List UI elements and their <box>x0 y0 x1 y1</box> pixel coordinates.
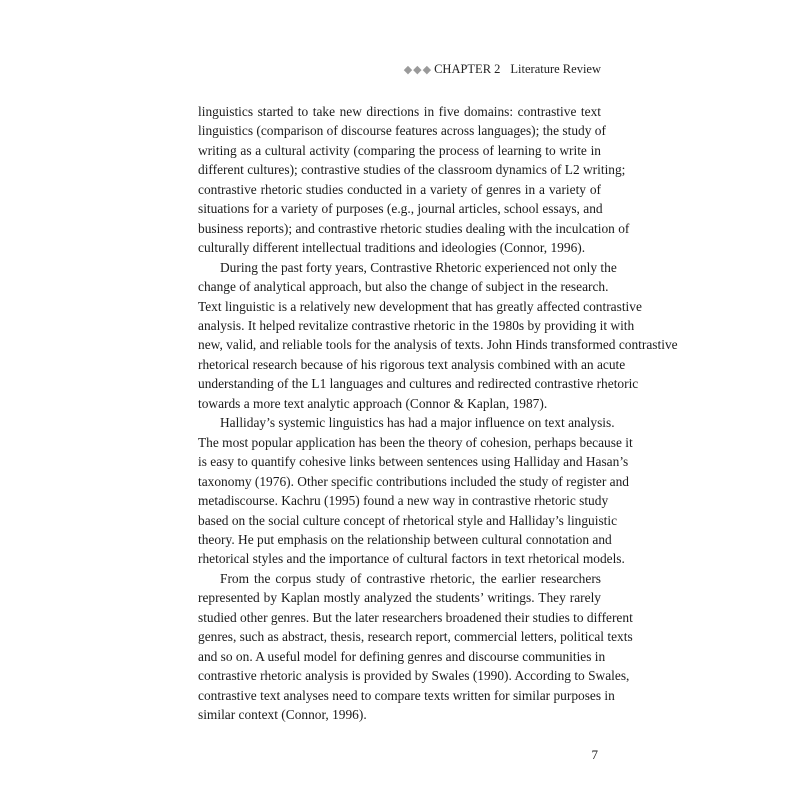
text-line: represented by Kaplan mostly analyzed the students’ writings. They rarely <box>198 590 601 606</box>
text-line: The most popular application has been the theory of cohesion, perhaps because it <box>198 434 633 450</box>
text-line: towards a more text analytic approach (Connor & Kaplan, 1987). <box>198 395 548 411</box>
text-line: contrastive text analyses need to compare texts written for similar purposes in <box>198 687 615 703</box>
text-line: From the corpus study of contrastive rhetoric, the earlier researchers <box>220 570 601 586</box>
text-line: situations for a variety of purposes (e.g., journal articles, school essays, and <box>198 201 603 217</box>
text-line: linguistics (comparison of discourse features across languages); the study of <box>198 123 606 139</box>
text-line: similar context (Connor, 1996). <box>198 707 367 723</box>
text-line: metadiscourse. Kachru (1995) found a new way in contrastive rhetoric study <box>198 493 609 509</box>
text-line: writing as a cultural activity (comparing the process of learning to write in <box>198 142 601 158</box>
text-line: culturally different intellectual traditions and ideologies (Connor, 1996). <box>198 240 586 256</box>
paragraph <box>198 258 678 414</box>
running-header <box>404 62 601 77</box>
text-line: based on the social culture concept of rhetorical style and Halliday’s linguistic <box>198 512 618 528</box>
page-number: 7 <box>591 747 598 762</box>
text-line: taxonomy (1976). Other specific contributions included the study of register and <box>198 473 629 489</box>
paragraph <box>198 569 633 725</box>
text-line: contrastive rhetoric studies conducted in a variety of genres in a variety of <box>198 181 601 197</box>
text-line: change of analytical approach, but also the change of subject in the research. <box>198 279 609 295</box>
text-line: genres, such as abstract, thesis, research report, commercial letters, political texts <box>198 629 633 645</box>
text-line: Halliday’s systemic linguistics has had a major influence on text analysis. <box>220 415 615 431</box>
text-line: business reports); and contrastive rhetoric studies dealing with the inculcation of <box>198 220 630 236</box>
body-text <box>198 102 678 725</box>
chapter-title: Literature Review <box>510 62 601 76</box>
text-line: Text linguistic is a relatively new development that has greatly affected contrastive <box>198 298 642 314</box>
diamond-ornament-icon: ◆◆◆ <box>403 64 433 76</box>
text-line: is easy to quantify cohesive links between sentences using Halliday and Hasan’s <box>198 454 629 470</box>
text-line: different cultures); contrastive studies of the classroom dynamics of L2 writing; <box>198 162 626 178</box>
text-line: contrastive rhetoric analysis is provided by Swales (1990). According to Swales, <box>198 668 630 684</box>
paragraph <box>198 102 630 258</box>
chapter-label: CHAPTER 2 <box>434 62 501 76</box>
text-line: understanding of the L1 languages and cultures and redirected contrastive rhetoric <box>198 376 639 392</box>
text-line: new, valid, and reliable tools for the analysis of texts. John Hinds transformed contrastive <box>198 337 678 353</box>
text-line: studied other genres. But the later researchers broadened their studies to different <box>198 609 633 625</box>
text-line: During the past forty years, Contrastive Rhetoric experienced not only the <box>220 259 617 275</box>
text-line: rhetorical styles and the importance of cultural factors in text rhetorical models. <box>198 551 625 567</box>
text-line: and so on. A useful model for defining genres and discourse communities in <box>198 648 606 664</box>
text-line: analysis. It helped revitalize contrastive rhetoric in the 1980s by providing it with <box>198 317 635 333</box>
text-line: rhetorical research because of his rigorous text analysis combined with an acute <box>198 356 626 372</box>
text-line: linguistics started to take new directions in five domains: contrastive text <box>198 104 601 119</box>
text-line: theory. He put emphasis on the relationship between cultural connotation and <box>198 531 612 547</box>
paragraph <box>198 413 633 569</box>
